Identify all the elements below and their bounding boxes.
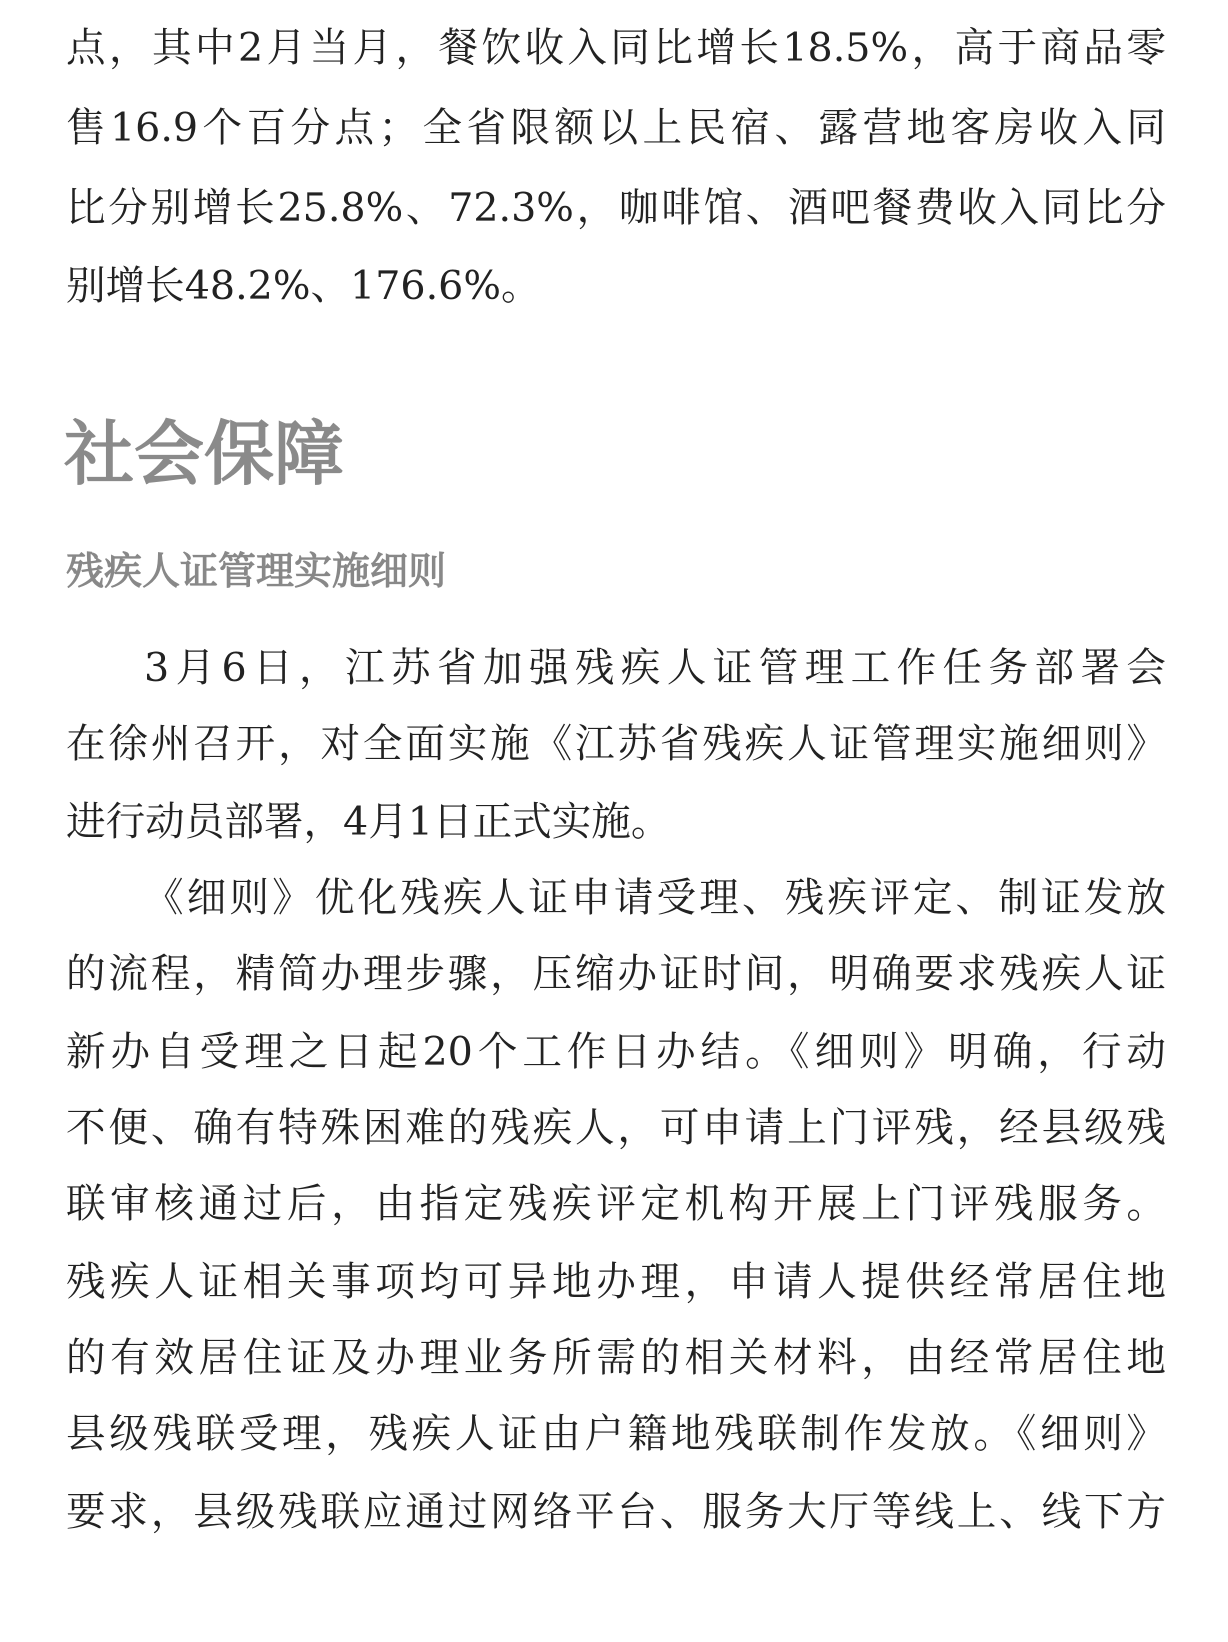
- paragraph-2-line-9: 要求，县级残联应通过网络平台、服务大厅等线上、线下方: [66, 1489, 1166, 1535]
- paragraph-2-line-7: 的有效居住证及办理业务所需的相关材料，由经常居住地: [66, 1335, 1166, 1381]
- intro-line-4: 别增长48.2%、176.6%。: [66, 263, 541, 309]
- paragraph-2-line-5: 联审核通过后，由指定残疾评定机构开展上门评残服务。: [66, 1181, 1166, 1227]
- paragraph-2-line-4: 不便、确有特殊困难的残疾人，可申请上门评残，经县级残: [66, 1105, 1166, 1151]
- paragraph-2-line-6: 残疾人证相关事项均可异地办理，申请人提供经常居住地: [66, 1259, 1166, 1305]
- section-title: 社会保障: [64, 413, 344, 495]
- paragraph-2-line-8: 县级残联受理，残疾人证由户籍地残联制作发放。《细则》: [66, 1411, 1166, 1457]
- section-subtitle: 残疾人证管理实施细则: [66, 548, 447, 593]
- paragraph-2-line-1: 《细则》优化残疾人证申请受理、残疾评定、制证发放: [144, 875, 1166, 921]
- paragraph-1-line-3: 进行动员部署，4月1日正式实施。: [66, 799, 671, 845]
- paragraph-2-line-2: 的流程，精简办理步骤，压缩办证时间，明确要求残疾人证: [66, 951, 1166, 997]
- intro-line-3: 比分别增长25.8%、72.3%，咖啡馆、酒吧餐费收入同比分: [66, 185, 1166, 231]
- paragraph-2-line-3: 新办自受理之日起20个工作日办结。《细则》明确，行动: [66, 1029, 1166, 1075]
- intro-line-1: 点，其中2月当月，餐饮收入同比增长18.5%，高于商品零: [66, 25, 1166, 71]
- paragraph-1-line-2: 在徐州召开，对全面实施《江苏省残疾人证管理实施细则》: [66, 721, 1166, 767]
- paragraph-1-line-1: 3月6日，江苏省加强残疾人证管理工作任务部署会: [144, 645, 1166, 691]
- intro-line-2: 售16.9个百分点；全省限额以上民宿、露营地客房收入同: [66, 105, 1166, 151]
